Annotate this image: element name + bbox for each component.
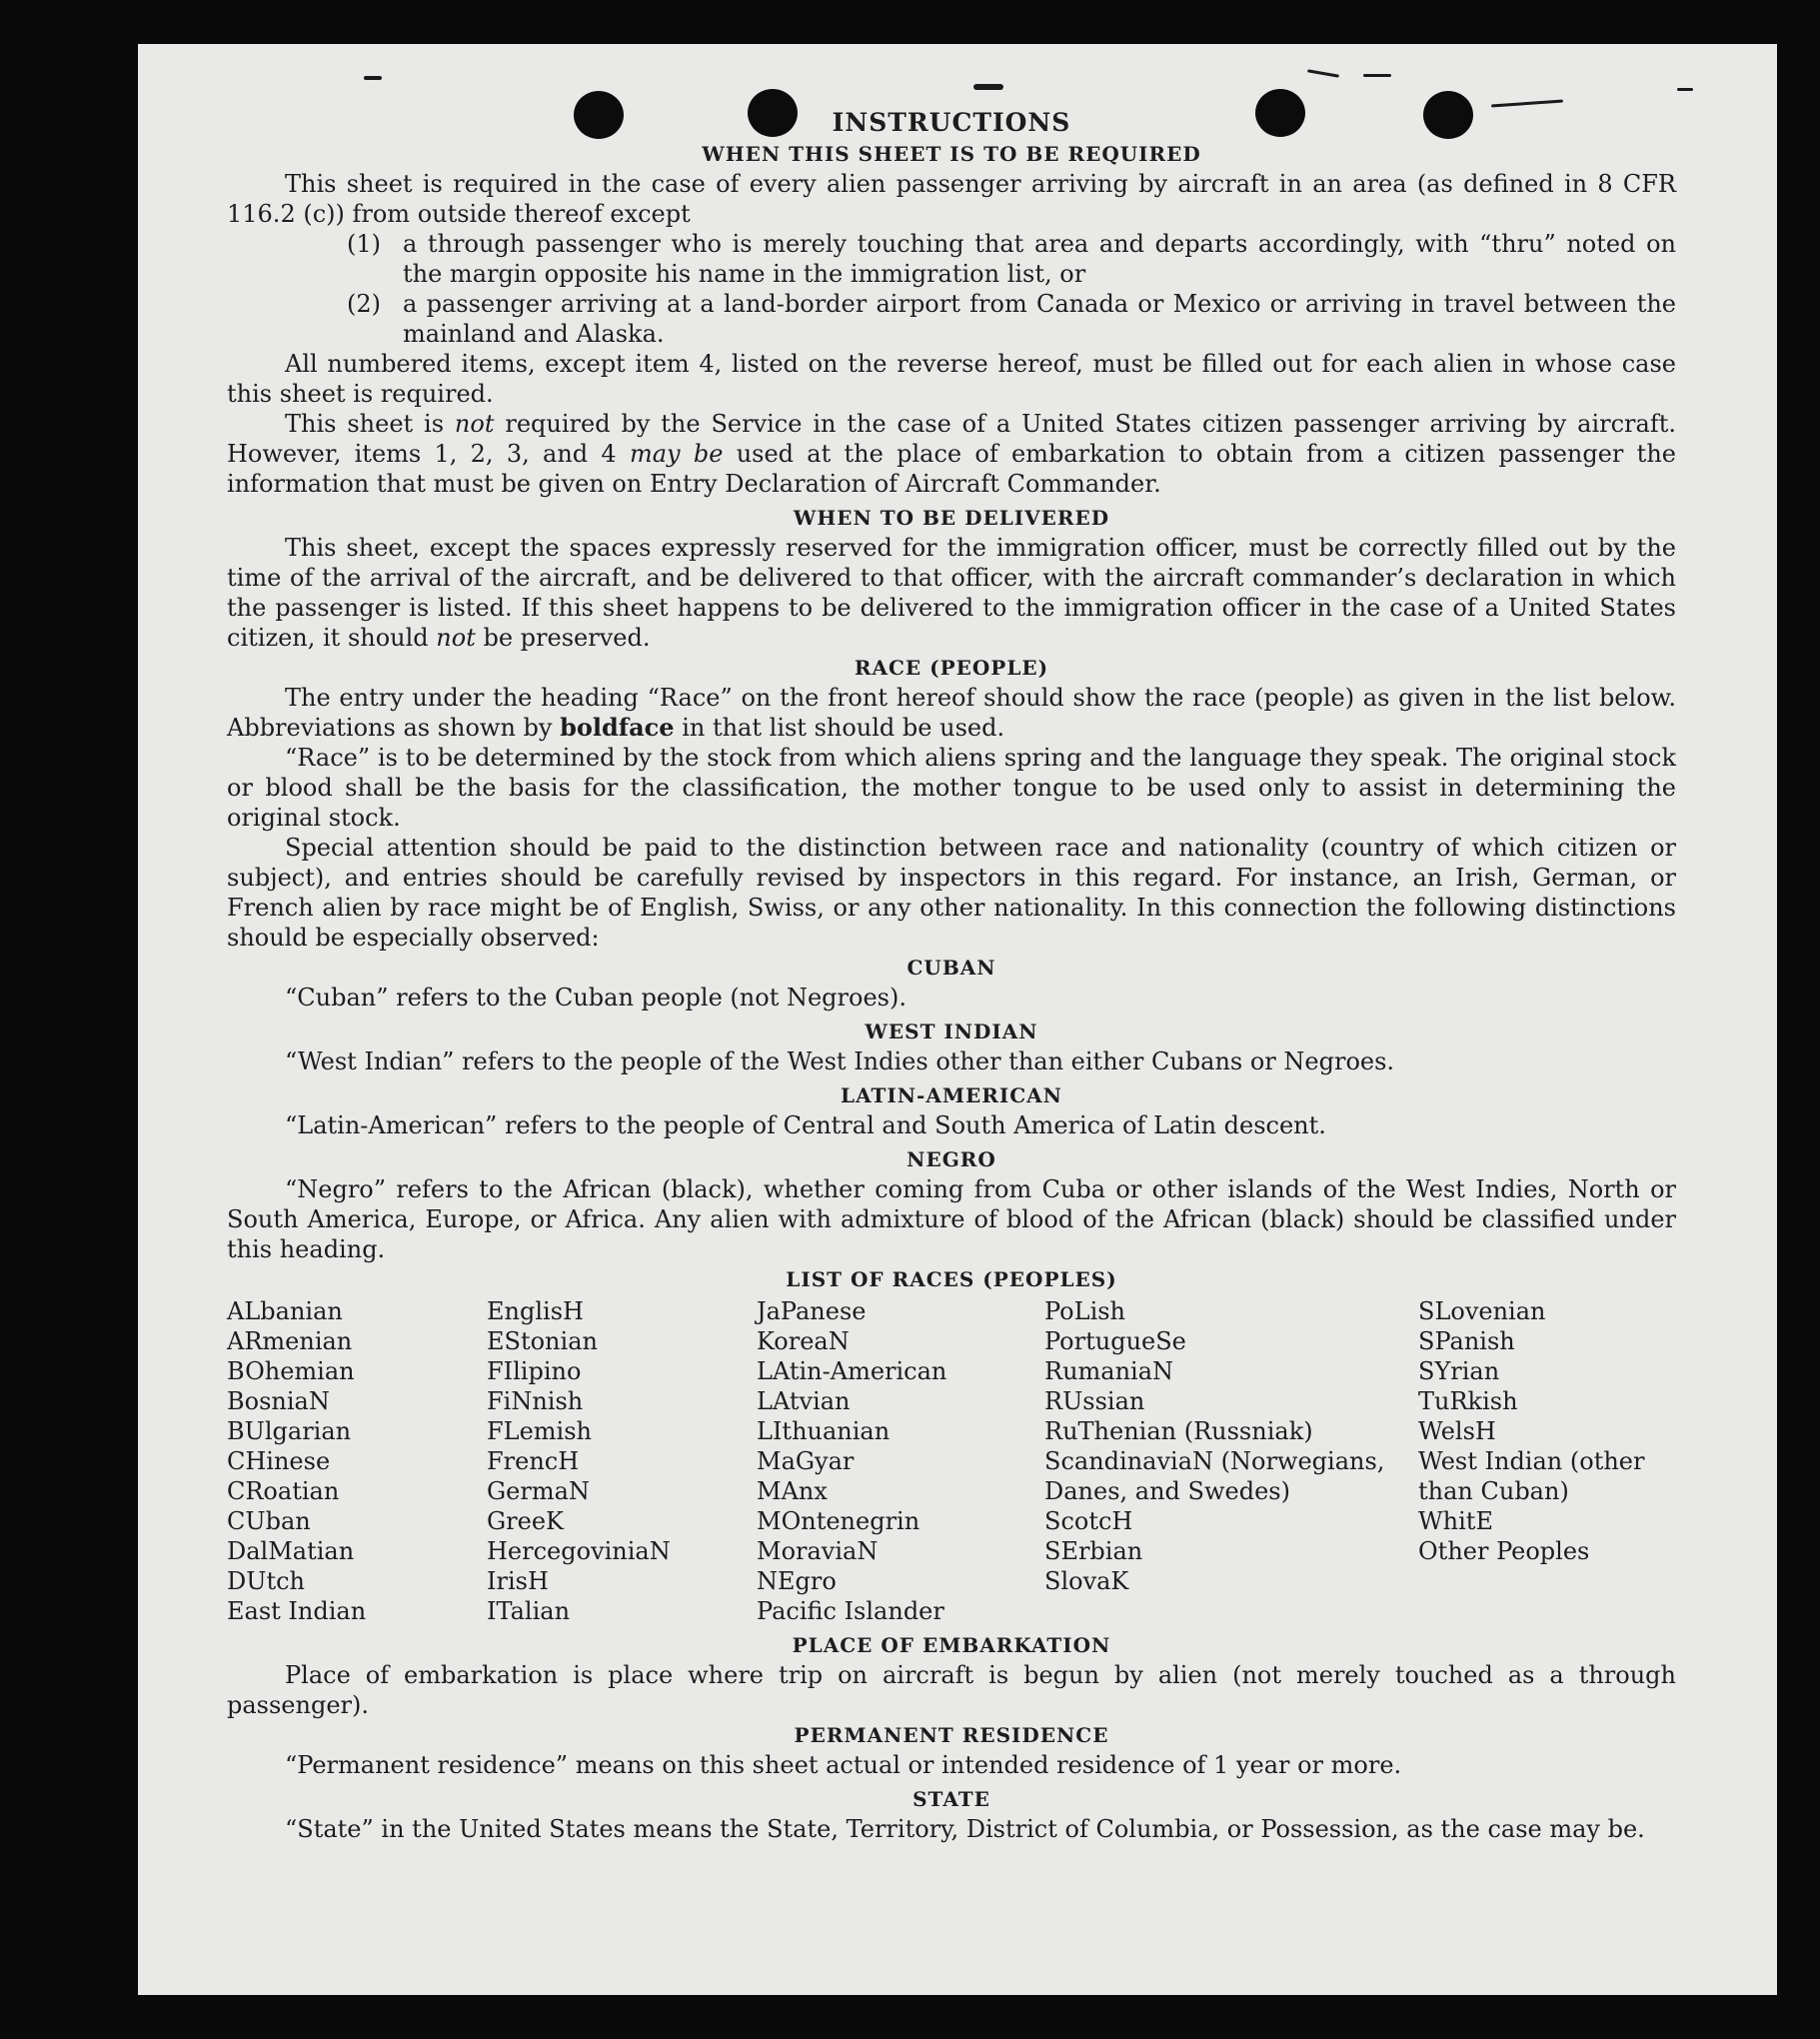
race-entry: ScandinaviaN (Norwegians, Danes, and Swedes) — [1044, 1447, 1385, 1505]
section-heading-embarkation: PLACE OF EMBARKATION — [792, 1633, 1111, 1657]
instructions-content — [227, 107, 1676, 1844]
item-number: (1) — [347, 230, 381, 258]
races-column — [757, 1296, 1044, 1626]
paragraph-delivery — [227, 533, 1676, 653]
race-entry: Other Peoples — [1418, 1537, 1590, 1565]
emphasis-boldface: boldface — [560, 713, 675, 742]
section-heading-latin-american: LATIN-AMERICAN — [841, 1083, 1062, 1107]
race-entry: LIthuanian — [757, 1417, 891, 1445]
paragraph-race-distinction: Special attention should be paid to the distinction between race and nationality (country of which citizen or subject), and entries should be carefully revised by inspectors in this regard. For instance, an Irish, German, or French alien by race might be of English, Swiss, or any other nationality. In this connection the following distinctions should be especially observed: — [227, 834, 1676, 952]
race-entry: RumaniaN — [1044, 1357, 1174, 1385]
race-entry: SlovaK — [1044, 1567, 1129, 1595]
races-column — [227, 1296, 487, 1626]
races-list — [227, 1296, 1676, 1626]
page-title: INSTRUCTIONS — [832, 108, 1071, 137]
race-entry: CUban — [227, 1507, 311, 1535]
race-entry: RuThenian (Russniak) — [1044, 1417, 1313, 1445]
race-entry: SErbian — [1044, 1537, 1143, 1565]
races-column — [1418, 1296, 1676, 1626]
paragraph-citizen — [227, 409, 1676, 499]
race-entry: MaGyar — [757, 1447, 855, 1475]
race-entry: TuRkish — [1418, 1387, 1518, 1415]
paragraph-numbered-items: All numbered items, except item 4, listed on the reverse hereof, must be filled out for each alien in whose case this sheet is required. — [227, 350, 1676, 408]
section-heading-when-required: WHEN THIS SHEET IS TO BE REQUIRED — [702, 142, 1201, 166]
race-entry: WelsH — [1418, 1417, 1496, 1445]
emphasis-may-be: may be — [629, 440, 724, 468]
section-heading-negro: NEGRO — [907, 1147, 996, 1171]
race-entry: FLemish — [487, 1417, 592, 1445]
section-heading-state: STATE — [912, 1787, 990, 1811]
ink-mark — [1363, 74, 1391, 77]
race-entry: MoraviaN — [757, 1537, 879, 1565]
item-text: a through passenger who is merely touching that area and departs accordingly, with “thru” noted on the margin opposite his name in the immigration list, or — [403, 230, 1676, 288]
text-run: The entry under the heading “Race” on the front hereof should show the race (people) as given in the list below. Abbreviations as shown by — [227, 684, 1676, 742]
emphasis-not: not — [436, 624, 476, 652]
ink-mark — [973, 84, 1003, 90]
paragraph-cuban: “Cuban” refers to the Cuban people (not Negroes). — [285, 984, 907, 1012]
text-run: This sheet is — [285, 410, 455, 438]
exception-item — [227, 289, 1676, 349]
ink-mark — [1307, 69, 1339, 78]
races-column — [1044, 1296, 1418, 1626]
race-entry: MAnx — [757, 1477, 828, 1505]
race-entry: BOhemian — [227, 1357, 355, 1385]
race-entry: GermaN — [487, 1477, 590, 1505]
race-entry: ALbanian — [227, 1297, 343, 1325]
text-run: required by the Service in the case of a United States citizen passenger arriving by aircraft. However, items 1, 2, 3, and 4 — [227, 410, 1676, 468]
race-entry: East Indian — [227, 1597, 367, 1625]
section-heading-list-of-races: LIST OF RACES (PEOPLES) — [786, 1267, 1117, 1291]
paragraph-latin-american: “Latin-American” refers to the people of Central and South America of Latin descent. — [285, 1111, 1326, 1139]
race-entry: CHinese — [227, 1447, 331, 1475]
text-run: used at the place of embarkation to obtain from a citizen passenger the information that must be given on Entry Declaration of Aircraft Commander. — [227, 440, 1676, 498]
race-entry: FIlipino — [487, 1357, 582, 1385]
race-entry: SLovenian — [1418, 1297, 1546, 1325]
race-entry: IrisH — [487, 1567, 549, 1595]
race-entry: JaPanese — [757, 1297, 867, 1325]
ink-mark — [1677, 88, 1693, 91]
section-heading-race: RACE (PEOPLE) — [854, 656, 1049, 680]
race-entry: DUtch — [227, 1567, 306, 1595]
section-heading-residence: PERMANENT RESIDENCE — [794, 1723, 1109, 1747]
race-entry: PortugueSe — [1044, 1327, 1186, 1355]
document-sheet — [138, 44, 1777, 1995]
text-run: in that list should be used. — [674, 714, 1005, 742]
exception-item — [227, 229, 1676, 289]
section-heading-west-indian: WEST INDIAN — [865, 1020, 1038, 1043]
race-entry: DalMatian — [227, 1537, 355, 1565]
race-entry: BosniaN — [227, 1387, 330, 1415]
race-entry: FiNnish — [487, 1387, 584, 1415]
race-entry: HercegoviniaN — [487, 1537, 671, 1565]
race-entry: KoreaN — [757, 1327, 850, 1355]
race-entry: SYrian — [1418, 1357, 1500, 1385]
race-entry: PoLish — [1044, 1297, 1126, 1325]
race-entry: ITalian — [487, 1597, 571, 1625]
text-run: be preserved. — [475, 624, 651, 652]
race-entry: West Indian (other than Cuban) — [1418, 1447, 1645, 1505]
race-entry: EnglisH — [487, 1297, 584, 1325]
paragraph-residence: “Permanent residence” means on this sheet actual or intended residence of 1 year or more. — [285, 1751, 1402, 1779]
item-number: (2) — [347, 290, 381, 318]
paragraph-west-indian: “West Indian” refers to the people of the West Indies other than either Cubans or Negroes. — [285, 1047, 1395, 1075]
race-entry: LAtvian — [757, 1387, 851, 1415]
paragraph-race-stock: “Race” is to be determined by the stock from which aliens spring and the language they speak. The original stock or blood shall be the basis for the classification, the mother tongue to be used only to assist in determining the original stock. — [227, 744, 1676, 832]
races-column — [487, 1296, 757, 1626]
race-entry: NEgro — [757, 1567, 837, 1595]
race-entry: LAtin-American — [757, 1357, 947, 1385]
race-entry: FrencH — [487, 1447, 580, 1475]
race-entry: RUssian — [1044, 1387, 1145, 1415]
paragraph-intro: This sheet is required in the case of every alien passenger arriving by aircraft in an area (as defined in 8 CFR 116.2 (c)) from outside thereof except — [227, 170, 1676, 228]
paragraph-negro: “Negro” refers to the African (black), whether coming from Cuba or other islands of the West Indies, North or South America, Europe, or Africa. Any alien with admixture of blood of the African (black) should be classified under this heading. — [227, 1175, 1676, 1263]
text-run: This sheet, except the spaces expressly reserved for the immigration officer, must be correctly filled out by the time of the arrival of the aircraft, and be delivered to that officer, with the aircraft commander’s declaration in which the passenger is listed. If this sheet happens to be delivered to the immigration officer in the case of a United States citizen, it should — [227, 534, 1676, 652]
race-entry: Pacific Islander — [757, 1597, 944, 1625]
paragraph-state: “State” in the United States means the State, Territory, District of Columbia, or Possession, as the case may be. — [285, 1815, 1645, 1843]
paragraph-race-entry — [227, 683, 1676, 743]
ink-mark — [364, 76, 382, 80]
emphasis-not: not — [454, 410, 495, 438]
race-entry: ScotcH — [1044, 1507, 1133, 1535]
section-heading-when-delivered: WHEN TO BE DELIVERED — [793, 506, 1110, 530]
race-entry: GreeK — [487, 1507, 564, 1535]
race-entry: MOntenegrin — [757, 1507, 920, 1535]
paragraph-embarkation: Place of embarkation is place where trip on aircraft is begun by alien (not merely touched as a through passenger). — [227, 1661, 1676, 1719]
race-entry: ARmenian — [227, 1327, 353, 1355]
race-entry: SPanish — [1418, 1327, 1515, 1355]
race-entry: EStonian — [487, 1327, 598, 1355]
item-text: a passenger arriving at a land-border airport from Canada or Mexico or arriving in travel between the mainland and Alaska. — [403, 290, 1676, 348]
section-heading-cuban: CUBAN — [907, 956, 996, 980]
race-entry: BUlgarian — [227, 1417, 352, 1445]
race-entry: CRoatian — [227, 1477, 340, 1505]
race-entry: WhitE — [1418, 1507, 1493, 1535]
